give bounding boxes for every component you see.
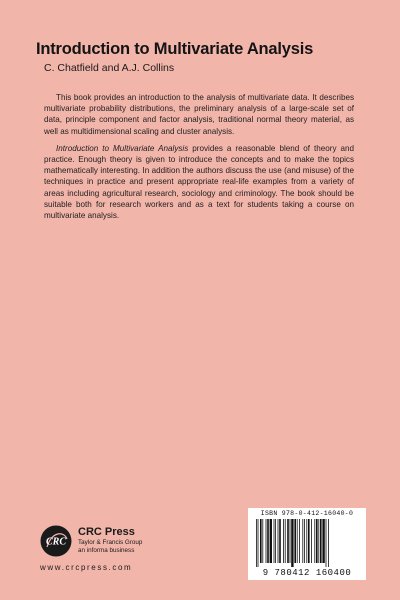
publisher-group: Taylor & Francis Group — [78, 539, 143, 546]
barcode-bar — [318, 519, 319, 563]
description-paragraph-2 — [44, 143, 354, 221]
barcode-bar — [304, 519, 305, 563]
isbn-barcode — [248, 508, 366, 580]
crc-logo-icon — [40, 525, 72, 557]
barcode-bar — [266, 519, 267, 563]
barcode-bar — [285, 519, 286, 563]
barcode-digits: 9 780412 160400 — [262, 568, 352, 578]
barcode-bar — [290, 519, 291, 563]
barcode-bar — [262, 519, 263, 563]
barcode-bar — [311, 519, 312, 563]
barcode-bar — [270, 519, 272, 563]
barcode-bar — [260, 519, 262, 563]
barcode-bar — [314, 519, 315, 563]
barcode-bar — [258, 519, 259, 567]
isbn-label: ISBN 978-0-412-16040-0 — [260, 510, 354, 517]
barcode-bar — [279, 519, 281, 563]
barcode-bar — [328, 519, 329, 567]
book-authors: C. Chatfield and A.J. Collins — [44, 62, 175, 74]
barcode-bar — [299, 519, 300, 563]
description-paragraph-2-text: provides a reasonable blend of theory and practice. Enough theory is given to introduce the concepts and to make the topics mathematically interesting. In addition the authors discuss the use (and misuse) of the techniques in practice and present appropriate real-life examples from a variety of areas including agricultural research, sociology and criminology. The book should be suitable both for research workers and as a text for students taking a course on multivariate analysis. — [44, 143, 355, 221]
barcode-bar — [274, 519, 275, 563]
description-title-reference: Introduction to Multivariate Analysis — [56, 143, 189, 153]
barcode-bar — [302, 519, 303, 563]
crc-logo-text: CRC — [45, 536, 67, 548]
barcode-bar — [320, 519, 322, 563]
barcode-bar — [294, 519, 296, 563]
barcode-bar — [326, 519, 327, 567]
barcode-bar — [306, 519, 307, 563]
publisher-informa: an informa business — [78, 547, 135, 554]
barcode-bar — [267, 519, 269, 563]
barcode-bar — [297, 519, 298, 563]
barcode-bar — [308, 519, 310, 563]
barcode-bar — [291, 519, 293, 567]
book-description — [44, 92, 354, 227]
publisher-block — [40, 525, 210, 575]
barcode-bar — [322, 519, 324, 563]
description-paragraph-1: This book provides an introduction to the analysis of multivariate data. It describes multivariate probability distributions, the preliminary analysis of a large-scale set of data, principle component and factor analysis, traditional normal theory material, as well as multidimensional scaling and cluster analysis. — [44, 93, 354, 136]
publisher-name: CRC Press — [78, 526, 135, 538]
barcode-bar — [275, 519, 276, 563]
barcode-bar — [278, 519, 279, 563]
barcode-bar — [316, 519, 318, 563]
barcode-bars — [256, 519, 358, 567]
barcode-bar — [287, 519, 289, 563]
book-title: Introduction to Multivariate Analysis — [36, 40, 314, 58]
publisher-website: www.crcpress.com — [40, 563, 133, 572]
barcode-bar — [256, 519, 257, 567]
barcode-bar — [283, 519, 284, 563]
